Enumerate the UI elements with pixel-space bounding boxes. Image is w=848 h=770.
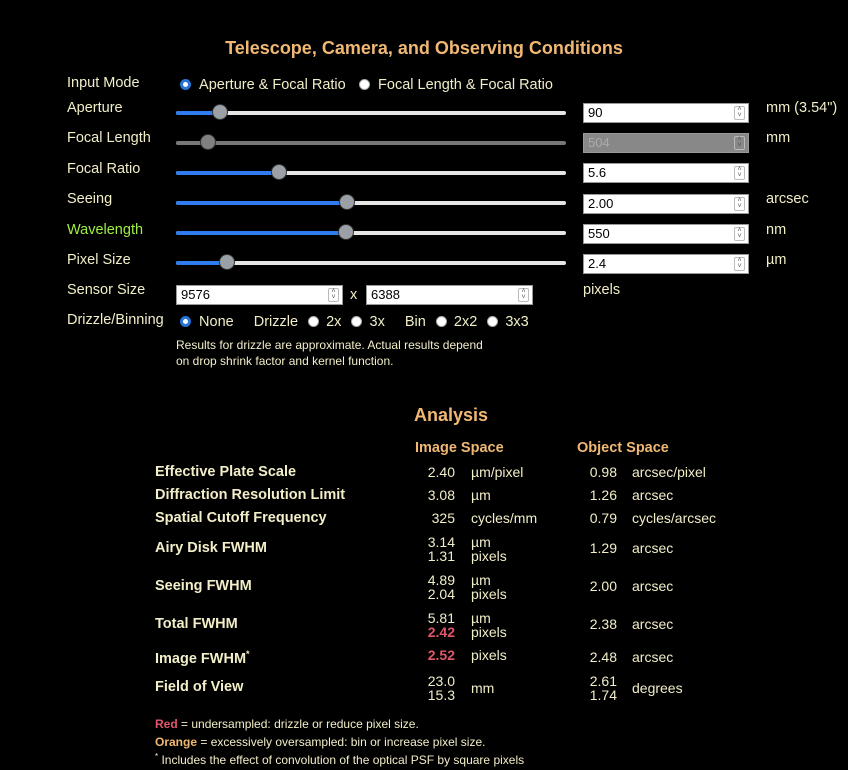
plate-scale-image-unit: µm/pixel (471, 464, 524, 480)
footnote-psf (155, 752, 524, 767)
total-fwhm-label: Total FWHM (155, 616, 238, 632)
spinner-icon[interactable]: ˄ ˅ (328, 288, 339, 302)
fov-label: Field of View (155, 679, 244, 695)
radio-unselected-icon[interactable] (359, 79, 370, 90)
total-fwhm-image-value-um: 5.81 (427, 610, 455, 626)
drizzle-none-radio[interactable] (180, 316, 191, 327)
cutoff-image-value: 325 (431, 510, 455, 526)
footnote-orange (155, 735, 485, 749)
image-space-header: Image Space (415, 440, 504, 456)
spinner-icon[interactable]: ˄ ˅ (734, 257, 745, 271)
wavelength-unit: nm (766, 222, 787, 238)
drizzle-3x-label: 3x (369, 314, 385, 330)
slider-thumb[interactable] (212, 104, 228, 120)
image-fwhm-label (155, 649, 250, 667)
drizzle-label: Drizzle (253, 314, 299, 330)
image-fwhm-object-unit: arcsec (632, 649, 674, 665)
seeing-fwhm-image-value-px: 2.04 (427, 586, 455, 602)
mode-focal-length-label: Focal Length & Focal Ratio (378, 77, 553, 93)
seeing-fwhm-object-unit: arcsec (632, 578, 674, 594)
spinner-icon: ˄ ˅ (734, 136, 745, 150)
drizzle-note-line1: Results for drizzle are approximate. Actual results depend (176, 338, 483, 352)
footnote-red (155, 717, 419, 731)
airy-label: Airy Disk FWHM (155, 540, 267, 556)
slider-thumb[interactable] (271, 164, 287, 180)
spinner-icon[interactable]: ˄ ˅ (518, 288, 529, 302)
diffraction-image-unit: µm (471, 487, 491, 503)
pixel-size-input[interactable]: 2.4 ˄ ˅ (583, 254, 749, 274)
slider-thumb[interactable] (219, 254, 235, 270)
aperture-unit: mm (3.54") (766, 100, 838, 116)
aperture-label: Aperture (67, 100, 123, 116)
drizzle-2x-label: 2x (326, 314, 342, 330)
image-fwhm-label-text: Image FWHM (155, 650, 247, 667)
airy-image-unit-um: µm (471, 534, 491, 550)
airy-object-value: 1.29 (589, 540, 617, 556)
diffraction-object-unit: arcsec (632, 487, 674, 503)
spinner-icon[interactable]: ˄ ˅ (734, 227, 745, 241)
bin-3x3-label: 3x3 (505, 314, 529, 330)
diffraction-label: Diffraction Resolution Limit (155, 487, 346, 503)
slider-thumb[interactable] (200, 134, 216, 150)
bin-3x3-radio[interactable] (487, 316, 498, 327)
input-mode-label: Input Mode (67, 75, 140, 91)
seeing-fwhm-object-value: 2.00 (589, 578, 617, 594)
airy-image-unit-px: pixels (471, 548, 507, 564)
total-fwhm-object-value: 2.38 (589, 616, 617, 632)
bin-2x2-label: 2x2 (453, 314, 478, 330)
page-title: Telescope, Camera, and Observing Conditions (225, 38, 623, 58)
fov-image-value-2: 15.3 (427, 687, 455, 703)
fov-object-value-2: 1.74 (589, 687, 617, 703)
drizzle-binning-options (180, 314, 529, 330)
cutoff-image-unit: cycles/mm (471, 510, 538, 526)
analysis-title: Analysis (413, 405, 489, 425)
plate-scale-label: Effective Plate Scale (155, 464, 297, 480)
focal-ratio-slider[interactable] (176, 162, 566, 184)
drizzle-3x-radio[interactable] (351, 316, 362, 327)
red-legend-text: = undersampled: drizzle or reduce pixel size. (177, 717, 419, 731)
focal-ratio-input[interactable]: 5.6 ˄ ˅ (583, 163, 749, 183)
sensor-height-input[interactable]: 6388 ˄ ˅ (366, 285, 533, 305)
wavelength-slider[interactable] (176, 222, 566, 244)
seeing-input[interactable]: 2.00 ˄ ˅ (583, 194, 749, 214)
airy-image-value-px: 1.31 (427, 548, 455, 564)
plate-scale-image-value: 2.40 (427, 464, 455, 480)
footnote-psf-text: Includes the effect of convolution of the optical PSF by square pixels (158, 753, 525, 767)
image-fwhm-image-unit: pixels (471, 647, 507, 663)
slider-thumb[interactable] (338, 224, 354, 240)
wavelength-input[interactable]: 550 ˄ ˅ (583, 224, 749, 244)
cutoff-label: Spatial Cutoff Frequency (155, 510, 327, 526)
focal-length-input: 504 ˄ ˅ (583, 133, 749, 153)
mode-aperture-radio[interactable] (180, 77, 346, 93)
spinner-icon[interactable]: ˄ ˅ (734, 197, 745, 211)
drizzle-note-line2: on drop shrink factor and kernel function. (176, 354, 394, 368)
drizzle-binning-label: Drizzle/Binning (67, 312, 164, 328)
seeing-unit: arcsec (766, 191, 809, 207)
orange-legend-text: = excessively oversampled: bin or increase pixel size. (197, 735, 486, 749)
airy-object-unit: arcsec (632, 540, 674, 556)
fov-object-unit: degrees (632, 680, 683, 696)
seeing-label: Seeing (67, 191, 113, 207)
total-fwhm-image-unit-um: µm (471, 610, 491, 626)
object-space-header: Object Space (577, 440, 669, 456)
sensor-separator: x (350, 287, 358, 303)
total-fwhm-image-value-px: 2.42 (427, 624, 455, 640)
image-fwhm-object-value: 2.48 (589, 649, 617, 665)
seeing-slider[interactable] (176, 192, 566, 214)
seeing-fwhm-label: Seeing FWHM (155, 578, 252, 594)
focal-length-unit: mm (766, 130, 791, 146)
diffraction-image-value: 3.08 (427, 487, 455, 503)
image-fwhm-image-value: 2.52 (427, 647, 455, 663)
aperture-input[interactable]: 90 ˄ ˅ (583, 103, 749, 123)
focal-ratio-label: Focal Ratio (67, 161, 141, 177)
total-fwhm-object-unit: arcsec (632, 616, 674, 632)
drizzle-note (176, 337, 483, 369)
aperture-slider[interactable] (176, 102, 566, 124)
focal-length-slider[interactable] (176, 132, 566, 154)
bin-label: Bin (404, 314, 426, 330)
pixel-size-label: Pixel Size (67, 252, 131, 268)
cutoff-object-value: 0.79 (589, 510, 617, 526)
mode-aperture-label: Aperture & Focal Ratio (199, 77, 346, 93)
orange-legend-word: Orange (155, 735, 198, 749)
seeing-fwhm-image-unit-um: µm (471, 572, 491, 588)
seeing-fwhm-image-unit-px: pixels (471, 586, 507, 602)
total-fwhm-image-unit-px: pixels (471, 624, 507, 640)
pixel-size-slider[interactable] (176, 252, 566, 274)
seeing-fwhm-image-value-um: 4.89 (427, 572, 455, 588)
plate-scale-object-unit: arcsec/pixel (632, 464, 706, 480)
drizzle-2x-radio[interactable] (308, 316, 319, 327)
spinner-icon[interactable]: ˄ ˅ (734, 106, 745, 120)
cutoff-object-unit: cycles/arcsec (632, 510, 717, 526)
plate-scale-object-value: 0.98 (589, 464, 617, 480)
fov-image-value-1: 23.0 (427, 673, 455, 689)
footnote-star: * (155, 752, 159, 761)
pixel-size-unit: µm (766, 252, 787, 268)
mode-focal-length-radio[interactable] (359, 77, 553, 93)
slider-thumb[interactable] (339, 194, 355, 210)
bin-2x2-radio[interactable] (436, 316, 447, 327)
footnote-marker: * (246, 649, 250, 659)
drizzle-none-label: None (199, 314, 234, 330)
diffraction-object-value: 1.26 (589, 487, 617, 503)
fov-object-value-1: 2.61 (589, 673, 617, 689)
focal-length-label: Focal Length (67, 130, 151, 146)
sensor-unit: pixels (583, 282, 621, 298)
red-legend-word: Red (155, 717, 178, 731)
spinner-icon[interactable]: ˄ ˅ (734, 166, 745, 180)
radio-selected-icon[interactable] (180, 79, 191, 90)
fov-image-unit: mm (471, 680, 495, 696)
airy-image-value-um: 3.14 (427, 534, 455, 550)
wavelength-label: Wavelength (67, 222, 144, 238)
sensor-width-input[interactable]: 9576 ˄ ˅ (176, 285, 343, 305)
sensor-size-label: Sensor Size (67, 282, 146, 298)
